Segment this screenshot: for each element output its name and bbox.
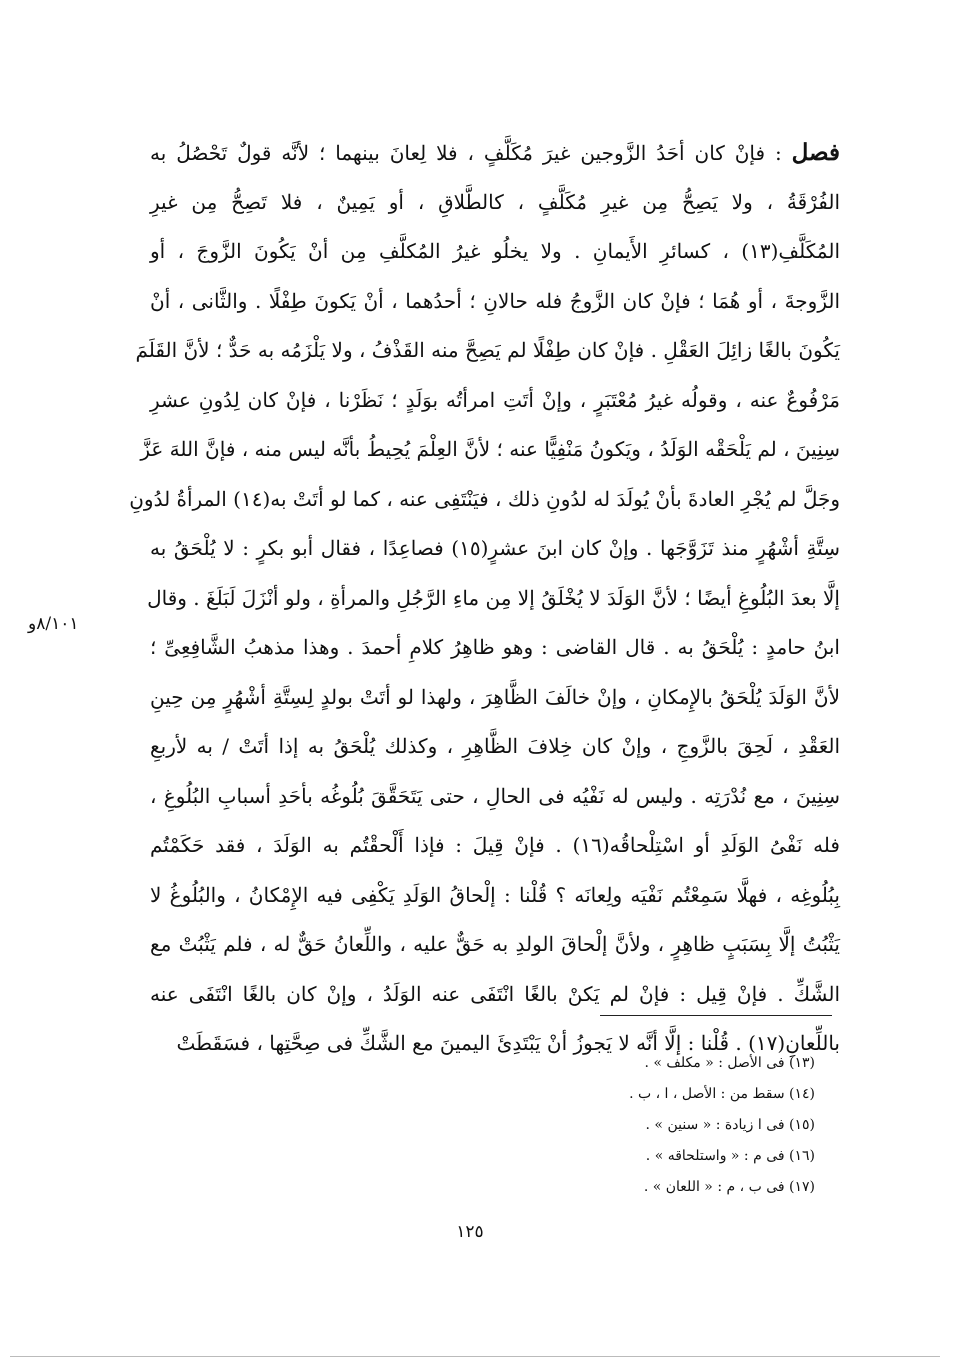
footnote: (١٣) فى الأصل : « مكلف » . [644, 1055, 815, 1071]
text-line: بِبُلُوغِه ، فهلَّا سَمِعْتُم نَفْيَه ولِعانَه ؟ قُلْنا : إلْحاقُ الوَلَدِ يَكْفِى فيه الإِمْكانُ ، والبُلُوغُ لا [150, 882, 840, 907]
text-line: المُكَلَّفِ(١٣) ، كسائرِ الأَيمانِ . ولا يخلُو غيرُ المُكلَّفِ مِن أنْ يَكُونَ الزَّوجَ ، أو [150, 239, 840, 263]
footnote-divider [600, 1015, 832, 1016]
text-line: الزَّوجةَ ، أو هُمَا ؛ فإنْ كان الزَّوجُ فله حالانِ ؛ أحدُهما ، أنْ يَكونَ طِفْلًا . والثَّانى ، أنْ [150, 288, 840, 313]
margin-reference: ٨/١٠١و [28, 614, 79, 634]
page-number: ١٢٥ [456, 1222, 484, 1242]
footnote: (١٥) فى ا زيادة : « سنين » . [645, 1117, 815, 1133]
text-line: فله نَفْىُ الوَلَدِ أو اسْتِلْحاقُه(١٦) . فإنْ قِيلَ : فإذا أَلْحقْتُم به الوَلَدَ ، فقد حَكَمْتُم [150, 833, 840, 857]
text-line: سِتَّةِ أشْهُرٍ منذ تَزَوَّجَها . وإنْ كان ابنَ عشرٍ(١٥) فصاعِدًا ، فقال أبو بكرٍ : لا يُلْحَقُ به [150, 536, 840, 560]
text-line: الفُرْقَةُ ، ولا يَصِحُّ مِن غيرِ مُكَلَّفٍ ، كالطَّلاقِ ، أو يَمِينٌ ، فلا تَصِحُّ مِن غيرِ [150, 189, 840, 214]
main-text-block [129, 128, 840, 1069]
footnote: (١٦) فى م : « واستلحاقه » . [645, 1148, 815, 1164]
text-line: وجَلَّ لم يُجْرِ العادةَ بأنْ يُولَدَ له لدُونِ ذلك ، فيَنْتَفِى عنه ، كما لو أتَتْ به(١٤) المرأةُ لدُونِ [129, 486, 840, 511]
text-line: ابنُ حامدٍ : يُلْحَقُ به . قال القاضى : وهو ظاهِرُ كلامِ أحمدَ . وهذا مذهبُ الشَّافِعِىِّ ؛ [150, 635, 840, 659]
text-line: يَكُونَ بالغًا زائِلَ العَقْلِ . فإنْ كان طِفْلًا لم يَصِحَّ منه القَذْفُ ، ولا يَلْزَمُه به حَدٌّ ؛ لأنَّ القَلَمَ [135, 338, 840, 362]
text-line: سِنِينَ ، مع نُدْرَتِه . وليس له نَفْيُه فى الحالِ ، حتى يَتَحَقَّقَ بُلُوغُه بأحَدِ أسبابِ البُلُوغِ ، [150, 783, 840, 808]
text-line: لأنَّ الوَلَدَ يُلْحَقُ بالإِمكانِ ، وإنْ خالَفَ الظَّاهِرَ ، ولهذا لو أتَتْ بولدٍ لِسِتَّةِ أشْهُرٍ مِن حِينِ [150, 684, 840, 709]
text-line: إلَّا بعدَ البُلُوغِ أيضًا ؛ لأنَّ الوَلَدَ لا يُخْلَقُ إلا مِن ماءِ الرَّجُلِ والمرأةِ ، ولو أنْزَلَ لَبَلَغَ . وقال [147, 585, 840, 610]
text-line: باللِّعانِ(١٧) . قُلْنا : إلَّا أنَّه لا يَجوزُ أنْ يَبْتَدِئَ اليمينَ مع الشَّكِّ فى صِحَّتِها ، فسَقَطَتْ [176, 1031, 840, 1055]
footnote: (١٤) سقط من : الأصل ، ا ، ب . [629, 1086, 815, 1102]
text-line-content: : فإنْ كان أحَدُ الزَّوجين غيرَ مُكَلَّفٍ ، فلا لِعانَ بينهما ؛ لأنَّه قولٌ تَحْصُلُ به [150, 141, 782, 165]
section-heading: فصل [791, 139, 840, 166]
scan-edge-line [10, 1356, 940, 1357]
text-line: مَرْفُوعٌ عنه ، وقولُه غيرُ مُعْتَبَرٍ ، وإنْ أتَتِ امرأتُه بوَلَدٍ ؛ نَظَرْنا ، فإنْ كان لِدُونِ عشرِ [150, 387, 840, 412]
text-line: العَقْدِ ، لَحِقَ بالزَّوجِ ، وإنْ كان خِلافَ الظَّاهِرِ ، وكذلك يُلْحَقُ به إذا أتَتْ / به لأربعِ [150, 734, 840, 758]
footnote: (١٧) فى ب ، م : « اللعان » . [643, 1179, 815, 1195]
footnotes-block [395, 1048, 815, 1203]
text-line: سِنِينَ ، لم يَلْحَقْه الوَلَدُ ، ويَكونُ مَنْفِيًّا عنه ؛ لأنَّ العِلْمَ يُحِيطُ بأنَّه ليس منه ، فإنَّ اللهَ عَزَّ [140, 437, 840, 461]
text-line: الشَّكِّ . فإنْ قِيل : فإنْ لم يَكنْ بالغًا انْتَفَى عنه الوَلَدُ ، وإنْ كان بالغًا انْتَفَى عنه [150, 981, 840, 1006]
text-line [150, 128, 840, 178]
text-line: يَثْبُتُ إلَّا بِسَبَبٍ ظاهِرٍ ، ولأنَّ إلْحاقَ الولدِ به حَقٌّ عليه ، واللِّعانُ حَقٌّ له ، فلم يَثْبُتْ مع [150, 932, 840, 956]
